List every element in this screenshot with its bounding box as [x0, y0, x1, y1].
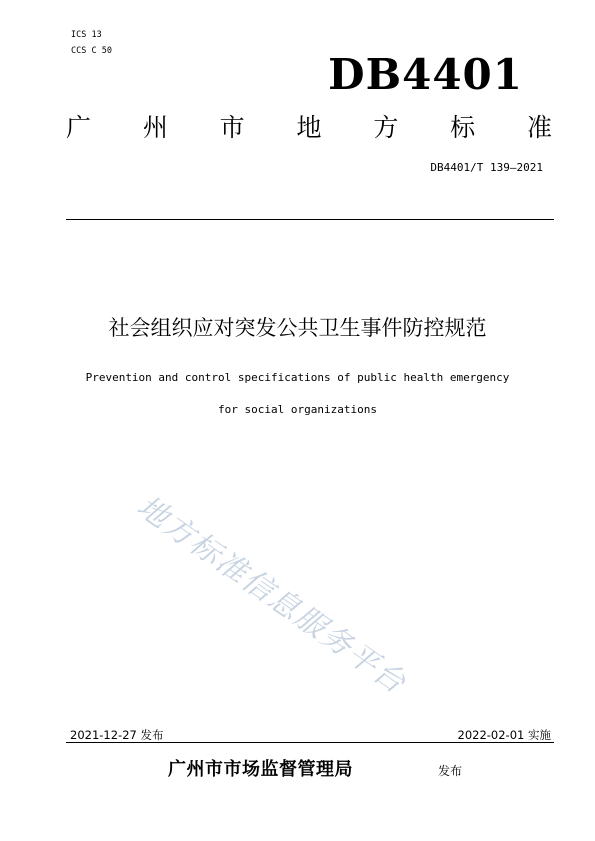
issuer-char: 准	[526, 113, 552, 142]
implementation-date: 2022-02-01 实施	[457, 728, 551, 742]
document-title-english-line1: Prevention and control specifications of public health emergency	[85, 371, 510, 384]
watermark: 地方标准信息服务平台	[130, 489, 413, 702]
document-title-chinese: 社会组织应对突发公共卫生事件防控规范	[108, 316, 487, 340]
ics-code: ICS 13	[71, 30, 102, 40]
issuer-title	[66, 113, 552, 143]
release-label: 发布	[438, 764, 463, 778]
issuing-authority: 广州市市场监督管理局	[168, 759, 353, 780]
ccs-code: CCS C 50	[71, 46, 112, 56]
issuer-char: 标	[450, 113, 476, 142]
standard-number: DB4401/T 139—2021	[430, 161, 543, 174]
issuer-char: 州	[142, 113, 168, 142]
issuer-char: 市	[219, 113, 245, 142]
issuer-char: 方	[373, 113, 399, 142]
issuer-char: 地	[296, 113, 322, 142]
issuer-char: 广	[66, 113, 92, 142]
header-divider	[66, 219, 554, 220]
issue-date: 2021-12-27 发布	[70, 728, 164, 742]
document-title-english-line2: for social organizations	[218, 403, 377, 416]
standard-code-logo: DB4401	[328, 50, 523, 99]
footer-divider	[66, 742, 554, 743]
